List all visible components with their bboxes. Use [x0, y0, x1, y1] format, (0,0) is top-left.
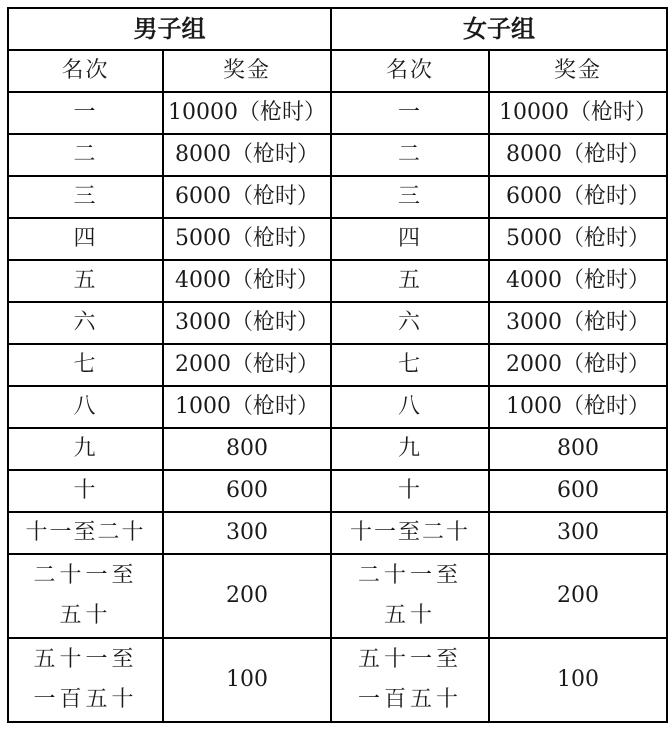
rank-cell: 十: [8, 470, 163, 512]
women-group-header: 女子组: [331, 8, 667, 50]
rank-cell: 一: [8, 92, 163, 134]
women-prize-cell: 100: [489, 638, 667, 722]
rank-cell: 十一至二十: [8, 512, 163, 554]
rank-cell: 六: [331, 302, 489, 344]
table-row: [8, 260, 667, 302]
rank-cell: 二: [331, 134, 489, 176]
rank-line: 二十一至: [357, 563, 462, 588]
rank-line: 五十一至: [33, 647, 138, 672]
prize-table: [7, 7, 668, 723]
rank-cell: 二: [8, 134, 163, 176]
women-prize-cell: 1000（枪时）: [489, 386, 667, 428]
men-prize-cell: 5000（枪时）: [163, 218, 331, 260]
table-row: [8, 554, 667, 638]
women-rank-header: 名次: [331, 50, 489, 92]
men-prize-cell: 600: [163, 470, 331, 512]
rank-cell: 三: [331, 176, 489, 218]
men-prize-cell: 4000（枪时）: [163, 260, 331, 302]
women-prize-cell: 10000（枪时）: [489, 92, 667, 134]
rank-cell: 九: [331, 428, 489, 470]
rank-cell: 三: [8, 176, 163, 218]
rank-cell: 四: [8, 218, 163, 260]
rank-cell: 五: [331, 260, 489, 302]
table-row: [8, 218, 667, 260]
women-prize-header: 奖金: [489, 50, 667, 92]
women-prize-cell: 8000（枪时）: [489, 134, 667, 176]
men-rank-header: 名次: [8, 50, 163, 92]
rank-cell: 八: [8, 386, 163, 428]
table-row: [8, 638, 667, 722]
table-row: [8, 92, 667, 134]
rank-cell: 六: [8, 302, 163, 344]
rank-cell: [331, 638, 489, 722]
rank-cell: 十一至二十: [331, 512, 489, 554]
men-prize-cell: 200: [163, 554, 331, 638]
table-row: [8, 134, 667, 176]
women-prize-cell: 6000（枪时）: [489, 176, 667, 218]
rank-cell: 七: [8, 344, 163, 386]
table-row: [8, 176, 667, 218]
rank-cell: [8, 554, 163, 638]
rank-cell: 九: [8, 428, 163, 470]
women-prize-cell: 3000（枪时）: [489, 302, 667, 344]
rank-cell: 七: [331, 344, 489, 386]
rank-line: 一百五十: [33, 687, 138, 712]
table-row: [8, 344, 667, 386]
table-row: [8, 386, 667, 428]
rank-cell: 十: [331, 470, 489, 512]
rank-line: 五十: [383, 603, 436, 628]
women-prize-cell: 200: [489, 554, 667, 638]
rank-cell: 五: [8, 260, 163, 302]
rank-line: 一百五十: [357, 687, 462, 712]
women-prize-cell: 600: [489, 470, 667, 512]
men-prize-cell: 6000（枪时）: [163, 176, 331, 218]
rank-cell: 四: [331, 218, 489, 260]
table-row: [8, 428, 667, 470]
rank-cell: 八: [331, 386, 489, 428]
women-prize-cell: 300: [489, 512, 667, 554]
rank-line: 五十: [59, 603, 112, 628]
rank-cell: [8, 638, 163, 722]
rank-cell: [331, 554, 489, 638]
table-row: [8, 512, 667, 554]
women-prize-cell: 2000（枪时）: [489, 344, 667, 386]
column-header-row: [8, 50, 667, 92]
men-prize-cell: 8000（枪时）: [163, 134, 331, 176]
men-prize-cell: 800: [163, 428, 331, 470]
rank-line: 五十一至: [357, 647, 462, 672]
group-header-row: [8, 8, 667, 50]
women-prize-cell: 4000（枪时）: [489, 260, 667, 302]
men-prize-cell: 1000（枪时）: [163, 386, 331, 428]
men-group-header: 男子组: [8, 8, 331, 50]
men-prize-cell: 300: [163, 512, 331, 554]
women-prize-cell: 800: [489, 428, 667, 470]
men-prize-cell: 2000（枪时）: [163, 344, 331, 386]
men-prize-header: 奖金: [163, 50, 331, 92]
men-prize-cell: 10000（枪时）: [163, 92, 331, 134]
men-prize-cell: 3000（枪时）: [163, 302, 331, 344]
men-prize-cell: 100: [163, 638, 331, 722]
table-row: [8, 302, 667, 344]
rank-cell: 一: [331, 92, 489, 134]
women-prize-cell: 5000（枪时）: [489, 218, 667, 260]
rank-line: 二十一至: [33, 563, 138, 588]
table-row: [8, 470, 667, 512]
